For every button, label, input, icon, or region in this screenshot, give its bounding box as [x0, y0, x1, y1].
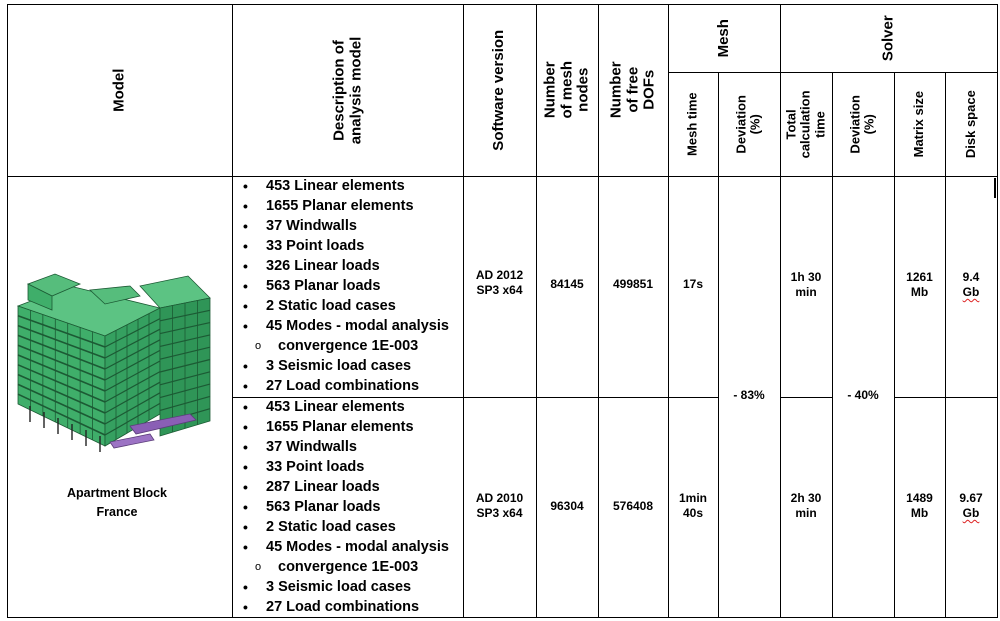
calc-time-row2: 2h 30 min	[790, 491, 822, 520]
software-version-row2: AD 2010 SP3 x64	[475, 491, 524, 520]
description-list-row1	[233, 176, 461, 396]
table-border-right	[997, 4, 998, 618]
matrix-size-row1: 1261 Mb	[906, 270, 933, 299]
description-item: • 453 Linear elements	[233, 397, 461, 417]
free-dofs-row2: 576408	[612, 499, 654, 513]
header-description: Description of analysis model	[330, 36, 364, 144]
mesh-nodes-row1: 84145	[550, 277, 584, 291]
mesh-time-row2: 1min 40s	[678, 491, 707, 520]
header-mesh-nodes: Number of mesh nodes	[541, 61, 592, 119]
header-solver-group: Solver	[879, 15, 897, 61]
disk-space-row1: 9.4 Gb	[962, 270, 980, 299]
description-item: • 326 Linear loads	[233, 256, 461, 276]
description-item: • 3 Seismic load cases	[233, 356, 461, 376]
description-item: • 45 Modes - modal analysis	[233, 537, 461, 557]
description-item: • 563 Planar loads	[233, 497, 461, 517]
header-matrix-size: Matrix size	[911, 90, 927, 158]
header-total-calc-time: Total calculation time	[783, 90, 828, 158]
mesh-time-row1: 17s	[682, 277, 704, 291]
model-name	[12, 484, 222, 522]
description-subitem: o convergence 1E-003	[233, 336, 461, 356]
description-item: • 2 Static load cases	[233, 296, 461, 316]
free-dofs-row1: 499851	[612, 277, 654, 291]
matrix-size-row2: 1489 Mb	[906, 491, 933, 520]
mesh-deviation-value: - 83%	[733, 388, 765, 402]
description-item: • 3 Seismic load cases	[233, 577, 461, 597]
software-version-row1: AD 2012 SP3 x64	[475, 268, 524, 297]
header-mesh-time: Mesh time	[684, 92, 700, 156]
calc-time-row1: 1h 30 min	[790, 270, 822, 299]
header-mesh-deviation: Deviation (%)	[733, 94, 763, 154]
description-item: • 33 Point loads	[233, 457, 461, 477]
model-name-line2: France	[96, 505, 138, 519]
header-solver-deviation: Deviation (%)	[847, 94, 877, 154]
building-model-image	[10, 246, 224, 471]
row-divider-mid	[780, 397, 832, 398]
model-name-line1: Apartment Block	[66, 486, 168, 500]
text-cursor	[994, 178, 996, 198]
table-border-bottom	[7, 617, 997, 618]
description-item: • 1655 Planar elements	[233, 196, 461, 216]
header-divider	[7, 176, 997, 177]
header-free-dofs: Number of free DOFs	[607, 61, 658, 119]
header-model: Model	[110, 68, 128, 112]
description-item: • 37 Windwalls	[233, 437, 461, 457]
description-item: • 1655 Planar elements	[233, 417, 461, 437]
solver-deviation-value: - 40%	[847, 388, 879, 402]
description-item: • 453 Linear elements	[233, 176, 461, 196]
description-item: • 287 Linear loads	[233, 477, 461, 497]
description-subitem: o convergence 1E-003	[233, 557, 461, 577]
mesh-nodes-row2: 96304	[550, 499, 584, 513]
description-item: • 563 Planar loads	[233, 276, 461, 296]
header-software-version: Software version	[490, 29, 508, 151]
header-mesh-group: Mesh	[714, 18, 732, 58]
description-item: • 27 Load combinations	[233, 597, 461, 617]
header-disk-space: Disk space	[962, 90, 978, 158]
description-item: • 2 Static load cases	[233, 517, 461, 537]
description-item: • 45 Modes - modal analysis	[233, 316, 461, 336]
description-item: • 27 Load combinations	[233, 376, 461, 396]
disk-space-row2: 9.67 Gb	[959, 491, 983, 520]
description-item: • 37 Windwalls	[233, 216, 461, 236]
description-list-row2	[233, 397, 461, 617]
description-item: • 33 Point loads	[233, 236, 461, 256]
